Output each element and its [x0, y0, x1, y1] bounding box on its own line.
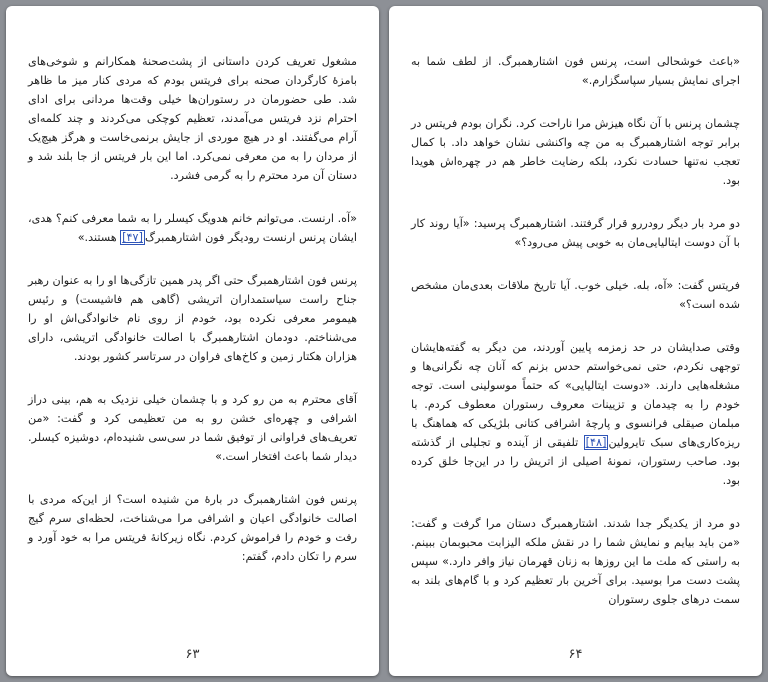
paragraph: آقای محترم به من رو کرد و با چشمان خیلی نزدیک به هم، بینی دراز اشرافی و چهره‌ای خشن رو به من تعظیمی کرد و گفت: «من تعریف‌های فراوانی از توفیق شما در سی‌سی شنیده‌ام، دوشیزه کیسلر. دیدار شما باعث افتخار است.»: [28, 393, 357, 463]
paragraph: مشغول تعریف کردن داستانی از پشت‌صحنهٔ همکارانم و شوخی‌های بامزهٔ کارگردان صحنه برای فریتس بودم که مردی کنار میز ما ظاهر شد. طی حضورمان در رستوران‌ها خیلی وقت‌ها مردانی برای ادای احترام نزد فریتس می‌آمدند، تعظیم کوچکی می‌کردند و چند کلمه‌ای آرام می‌گفتند. او در هیچ موردی از جایش برنمی‌خاست و هرگز هیچ‌یک از مردان را به من معرفی نمی‌کرد. اما این بار فریتس از جا بلند شد و دستان آن مرد محترم را به گرمی فشرد.: [28, 55, 357, 182]
paragraph: [411, 338, 740, 490]
paragraph: [28, 209, 357, 247]
right-page-text: [411, 52, 740, 633]
paragraph-text: وقتی صدایشان در حد زمزمه پایین آوردند، من دیگر به گفته‌هایشان توجهی نکردم، حتی نمی‌خواستم حدس بزنم که آنان چه نگرانی‌ها و مشغله‌هایی دارند. «دوست ایتالیایی» که حتماً موسولینی است. توجه خودم را به چیدمان و تزیینات معروف رستوران معطوف کردم. با مبلمان صیقلی فرانسوی و پارچهٔ اشرافی کتانی بلژیکی که هماهنگ با ریزه‌کاری‌های سبک تایرولین: [411, 341, 740, 449]
paragraph: چشمان پرنس با آن نگاه هیزش مرا ناراحت کرد. نگران بودم فریتس در برابر توجه اشتارهمبرگ به من چه واکنشی نشان خواهد داد. با کمال تعجب نه‌تنها حسادت نکرد، بلکه رضایت خاطر هم در چهره‌اش هویدا بود.: [411, 117, 740, 187]
footnote-link-47[interactable]: [۴۷]: [122, 231, 143, 244]
left-page-text: [28, 52, 357, 590]
paragraph: پرنس فون اشتارهمبرگ در بارهٔ من شنیده است؟ از این‌که مردی با اصالت خانوادگی اعیان و اشرافی مرا می‌شناخت، لحظه‌ای سرم گیج رفت و خودم را فراموش کردم. نگاه زیرکانهٔ فریتس مرا به خود آورد و سرم را تکان دادم، گفتم:: [28, 493, 357, 563]
paragraph: دو مرد از یکدیگر جدا شدند. اشتارهمبرگ دستان مرا گرفت و گفت: «من باید بیایم و نمایش شما را در نقش ملکه الیزابت محبوبمان ببینم. به راستی که ملت ما این روزها به زنان قهرمان نیاز وافر دارد.» سپس پشت دست مرا بوسید. برای آخرین بار تعظیم کرد و با گام‌های بلند به سمت درهای جلوی رستوران: [411, 517, 740, 606]
footnote-link-48[interactable]: [۴۸]: [585, 436, 607, 449]
page-number: ۶۴: [568, 647, 583, 662]
paragraph-text: تلفیقی از آینده و تجلیلی از گذشته بود. صاحب رستوران، نمونهٔ اصیلی از اتریش را در این‌جا خلق کرده بود.: [411, 436, 740, 487]
paragraph: «باعث خوشحالی است، پرنس فون اشتارهمبرگ. از لطف شما به اجرای نمایش بسیار سپاسگزارم.»: [411, 55, 740, 87]
paragraph-text: هستند.»: [77, 231, 121, 244]
paragraph: پرنس فون اشتارهمبرگ حتی اگر پدر همین تازگی‌ها او را به عنوان رهبر جناح راست سیاستمداران اتریشی (گاهی هم فاشیست) و رئیس هیمومر معرفی نکرده بود، خودم از روی نام خانوادگی‌اش او را می‌شناختم. دودمان اشتارهمبرگ با اصالت خانوادگی اتریشی، دارای هزاران هکتار زمین و کاخ‌های فراوان در سرتاسر کشور بودند.: [28, 274, 357, 363]
right-page: [389, 6, 762, 676]
paragraph-text: «آه. ارنست. می‌توانم خانم هدویگ کیسلر را به شما معرفی کنم؟ هدی، ایشان پرنس ارنست رودیگر فون اشتارهمبرگ: [28, 212, 357, 244]
left-page: [6, 6, 379, 676]
page-number: ۶۳: [185, 647, 200, 662]
paragraph: دو مرد بار دیگر رودررو قرار گرفتند. اشتارهمبرگ پرسید: «آیا روند کار با آن دوست ایتالیایی‌مان به خوبی پیش می‌رود؟»: [411, 217, 740, 249]
paragraph: فریتس گفت: «آه، بله. خیلی خوب. آیا تاریخ ملاقات بعدی‌مان مشخص شده است؟»: [411, 279, 740, 311]
